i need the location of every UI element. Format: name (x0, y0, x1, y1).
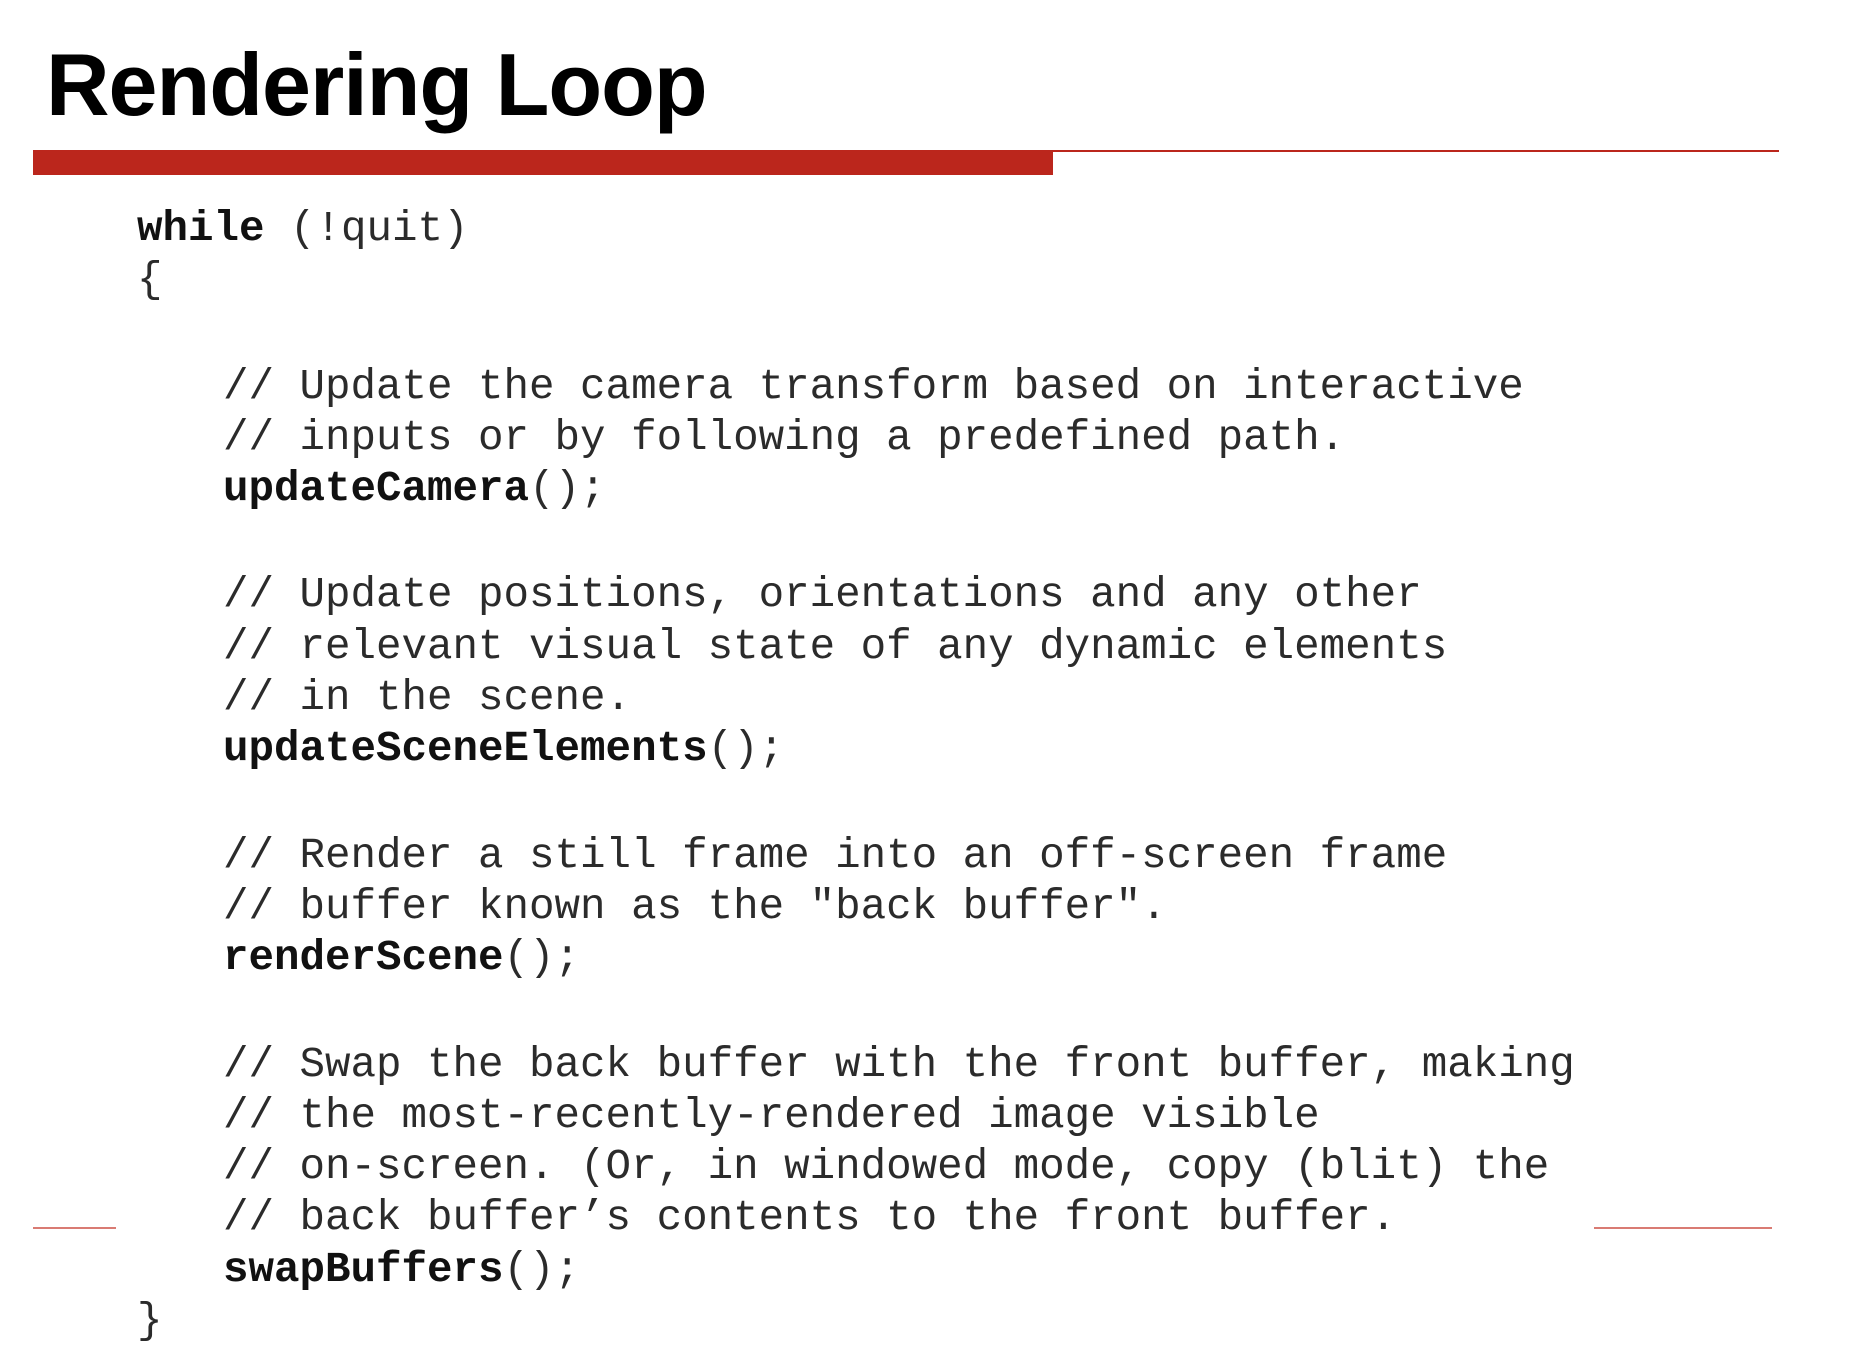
footer-rule-right (1594, 1227, 1772, 1229)
code-comment: // inputs or by following a predefined path. (223, 413, 1346, 462)
code-comment: // back buffer’s contents to the front buffer. (223, 1194, 1397, 1243)
function-name: updateSceneElements (223, 725, 708, 774)
call-suffix: (); (503, 1245, 581, 1294)
call-suffix: (); (503, 934, 581, 983)
code-line-open-brace (137, 255, 1637, 306)
code-spacer (137, 985, 1637, 1040)
open-brace: { (137, 256, 163, 305)
code-spacer (137, 776, 1637, 831)
slide-title: Rendering Loop (46, 35, 707, 134)
footer-rule-left (33, 1227, 116, 1229)
code-comment: // in the scene. (223, 674, 632, 723)
code-comment: // Render a still frame into an off-screen frame (223, 831, 1448, 880)
code-spacer (137, 515, 1637, 570)
code-comment: // buffer known as the "back buffer". (223, 882, 1167, 931)
code-comment: // Update the camera transform based on interactive (223, 362, 1524, 411)
loop-condition: (!quit) (264, 205, 469, 253)
call-suffix: (); (707, 725, 785, 774)
function-name: updateCamera (223, 465, 530, 514)
title-underline-thin (1053, 150, 1779, 152)
call-suffix: (); (529, 465, 606, 514)
code-call-update-camera (137, 464, 1637, 515)
code-spacer (137, 307, 1637, 362)
function-name: swapBuffers (223, 1245, 504, 1294)
code-comment: // Update positions, orientations and any other (223, 571, 1422, 620)
close-brace: } (137, 1297, 163, 1346)
while-keyword: while (137, 205, 265, 253)
code-call-render-scene (137, 933, 1637, 984)
title-underline-thick (33, 150, 1053, 175)
code-listing (137, 204, 1637, 1347)
code-call-swap-buffers (137, 1245, 1637, 1296)
code-line-while (137, 204, 1637, 255)
code-line-close-brace (137, 1296, 1637, 1347)
code-comment: // on-screen. (Or, in windowed mode, copy (blit) the (223, 1143, 1550, 1192)
function-name: renderScene (223, 934, 504, 983)
code-call-update-scene-elements (137, 724, 1637, 775)
code-comment: // relevant visual state of any dynamic elements (223, 622, 1448, 671)
code-comment: // the most-recently-rendered image visible (223, 1091, 1320, 1140)
code-comment: // Swap the back buffer with the front buffer, making (223, 1040, 1575, 1089)
